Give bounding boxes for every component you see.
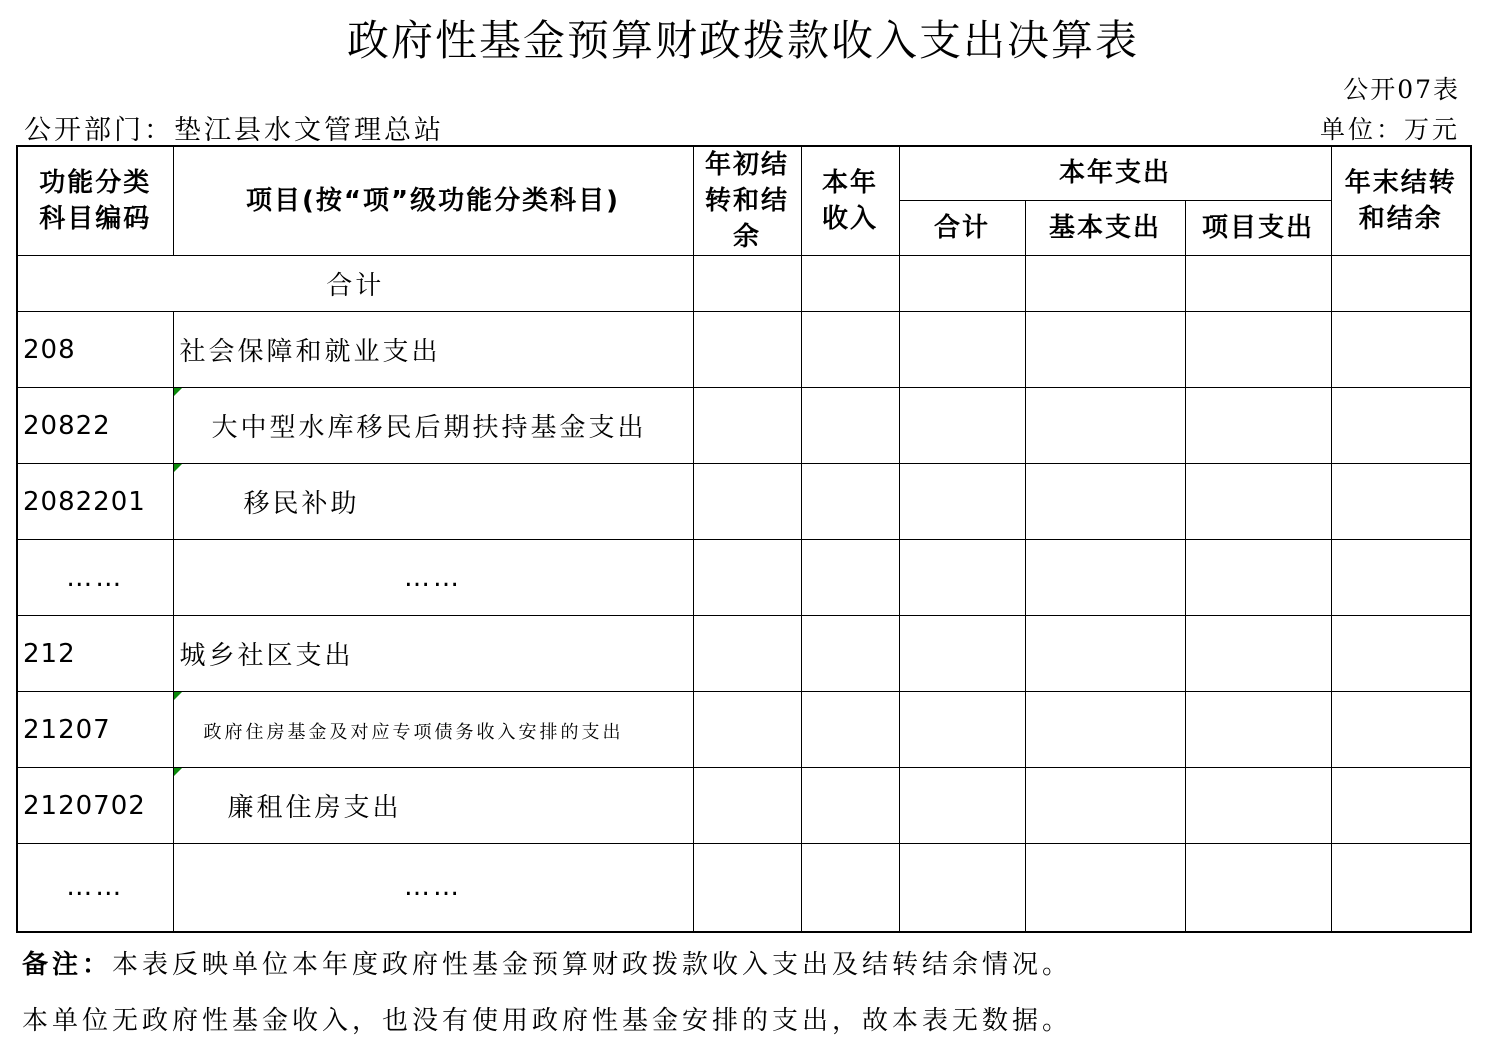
row-name: 政府住房基金及对应专项债务收入安排的支出 bbox=[173, 692, 693, 768]
row-name: 社会保障和就业支出 bbox=[173, 312, 693, 388]
row-name: 移民补助 bbox=[173, 464, 693, 540]
table-row bbox=[17, 388, 1471, 464]
total-row bbox=[17, 256, 1471, 312]
cell-marker-icon bbox=[174, 464, 182, 472]
row-name: …… bbox=[173, 540, 693, 616]
header-expense-total: 合计 bbox=[899, 200, 1025, 255]
row-code: 208 bbox=[17, 312, 173, 388]
header-end-balance: 年末结转和结余 bbox=[1331, 146, 1471, 256]
header-begin-balance: 年初结转和结余 bbox=[693, 146, 801, 256]
total-label: 合计 bbox=[17, 256, 693, 312]
table-row bbox=[17, 692, 1471, 768]
header-expense: 本年支出 bbox=[899, 146, 1331, 200]
row-code: 21207 bbox=[17, 692, 173, 768]
note-label: 备注： bbox=[22, 950, 113, 980]
header-expense-project: 项目支出 bbox=[1185, 200, 1331, 255]
row-name: 大中型水库移民后期扶持基金支出 bbox=[173, 388, 693, 464]
row-code: …… bbox=[17, 844, 173, 932]
row-code: 20822 bbox=[17, 388, 173, 464]
row-code: 212 bbox=[17, 616, 173, 692]
header-expense-basic: 基本支出 bbox=[1025, 200, 1185, 255]
department-label: 公开部门：垫江县水文管理总站 bbox=[24, 115, 444, 146]
table-row bbox=[17, 464, 1471, 540]
header-code: 功能分类科目编码 bbox=[17, 146, 173, 256]
cell-marker-icon bbox=[174, 692, 182, 700]
row-code: 2120702 bbox=[17, 768, 173, 844]
cell-marker-icon bbox=[174, 388, 182, 396]
note-line-2: 本单位无政府性基金收入，也没有使用政府性基金安排的支出，故本表无数据。 bbox=[22, 1006, 1073, 1036]
header-income: 本年收入 bbox=[801, 146, 899, 256]
row-code: …… bbox=[17, 540, 173, 616]
cell-marker-icon bbox=[174, 768, 182, 776]
table-number: 公开07表 bbox=[1343, 75, 1460, 104]
table-row bbox=[17, 312, 1471, 388]
table-row bbox=[17, 616, 1471, 692]
row-code: 2082201 bbox=[17, 464, 173, 540]
table-row bbox=[17, 540, 1471, 616]
note-line-1: 备注：本表反映单位本年度政府性基金预算财政拨款收入支出及结转结余情况。 bbox=[22, 950, 1073, 980]
budget-table bbox=[16, 145, 1472, 933]
table-row bbox=[17, 844, 1471, 932]
unit-label: 单位：万元 bbox=[1319, 115, 1460, 144]
header-item: 项目(按“项”级功能分类科目) bbox=[173, 146, 693, 256]
row-name: 城乡社区支出 bbox=[173, 616, 693, 692]
page-title: 政府性基金预算财政拨款收入支出决算表 bbox=[346, 16, 1139, 65]
row-name: …… bbox=[173, 844, 693, 932]
table-row bbox=[17, 768, 1471, 844]
row-name: 廉租住房支出 bbox=[173, 768, 693, 844]
